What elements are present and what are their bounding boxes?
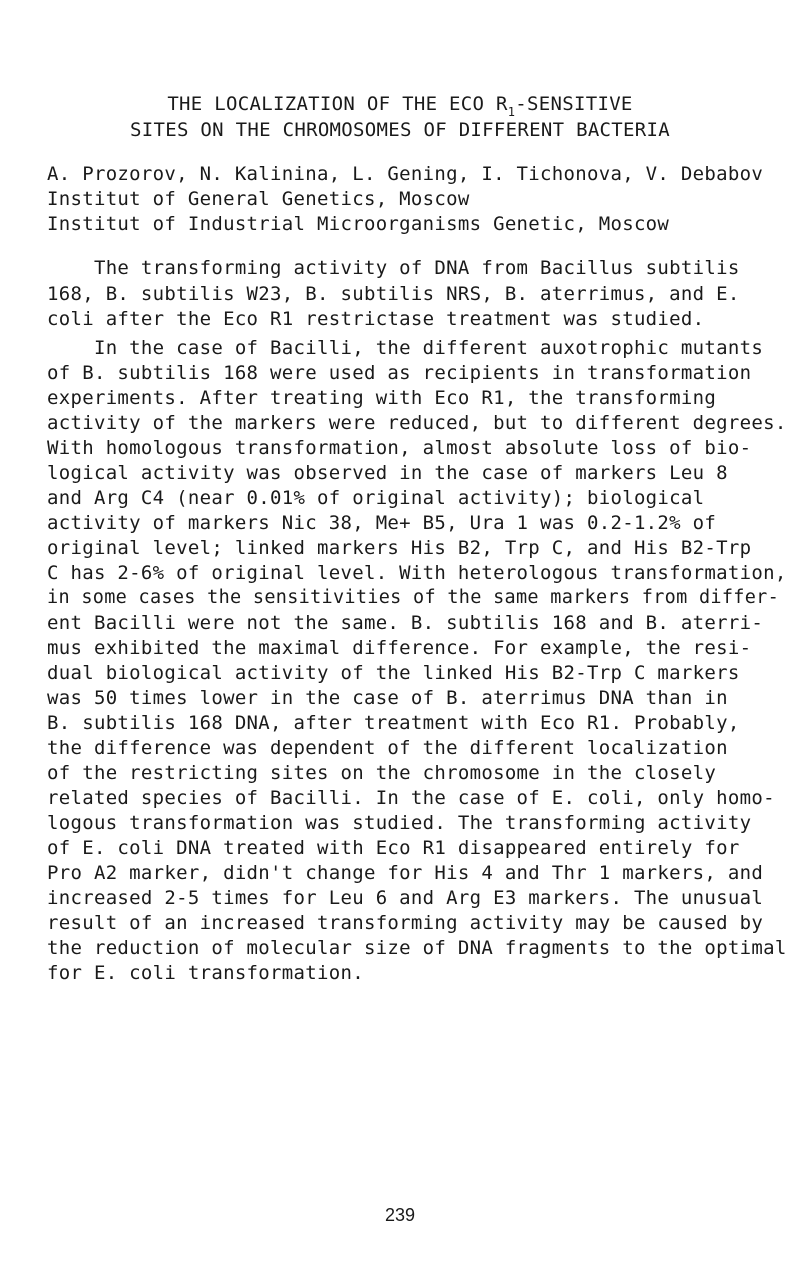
text-line: In the case of Bacilli, the different auxotrophic mutants	[47, 337, 764, 359]
title-line-1-prefix: THE LOCALIZATION OF THE ECO R	[167, 93, 508, 115]
text-line: of E. coli DNA treated with Eco R1 disappeared entirely for	[47, 837, 740, 859]
title-line-1	[0, 92, 800, 119]
text-line: and Arg C4 (near 0.01% of original activity); biological	[47, 487, 705, 509]
authors: A. Prozorov, N. Kalinina, L. Gening, I. Tichonova, V. Debabov	[47, 163, 764, 185]
text-line: activity of the markers were reduced, but to different degrees.	[47, 412, 787, 434]
text-line: result of an increased transforming activity may be caused by	[47, 912, 764, 934]
text-line: ent Bacilli were not the same. B. subtilis 168 and B. aterri-	[47, 612, 764, 634]
text-line: logous transformation was studied. The transforming activity	[47, 812, 752, 834]
text-line: activity of markers Nic 38, Me+ B5, Ura 1 was 0.2-1.2% of	[47, 512, 717, 534]
text-line: for E. coli transformation.	[47, 962, 364, 984]
title-subscript: 1	[507, 105, 516, 119]
text-line: the difference was dependent of the different localization	[47, 737, 728, 759]
title-line-2: SITES ON THE CHROMOSOMES OF DIFFERENT BACTERIA	[130, 119, 670, 141]
text-line: in some cases the sensitivities of the same markers from differ-	[47, 587, 780, 608]
text-line: C has 2-6% of original level. With heterologous transformation,	[47, 562, 787, 584]
text-line: related species of Bacilli. In the case of E. coli, only homo-	[47, 787, 775, 809]
text-line: mus exhibited the maximal difference. For example, the resi-	[47, 637, 752, 659]
affiliation-2: Institut of Industrial Microorganisms Genetic, Moscow	[47, 213, 670, 235]
text-line: coli after the Eco R1 restrictase treatment was studied.	[47, 308, 705, 330]
affiliation-1: Institut of General Genetics, Moscow	[47, 188, 470, 210]
text-line: of B. subtilis 168 were used as recipients in transformation	[47, 362, 752, 384]
text-line: 168, B. subtilis W23, B. subtilis NRS, B. aterrimus, and E.	[47, 283, 740, 305]
text-line: Pro A2 marker, didn't change for His 4 and Thr 1 markers, and	[47, 862, 764, 884]
text-line: The transforming activity of DNA from Bacillus subtilis	[47, 257, 740, 279]
text-line: B. subtilis 168 DNA, after treatment with Eco R1. Probably,	[47, 712, 740, 734]
text-line: the reduction of molecular size of DNA fragments to the optimal	[47, 937, 787, 959]
text-line: increased 2-5 times for Leu 6 and Arg E3 markers. The unusual	[47, 887, 764, 909]
text-line: was 50 times lower in the case of B. aterrimus DNA than in	[47, 687, 728, 709]
title-line-1-suffix: -SENSITIVE	[515, 93, 633, 115]
text-line: of the restricting sites on the chromosome in the closely	[47, 762, 717, 784]
text-line: With homologous transformation, almost absolute loss of bio-	[47, 437, 752, 459]
text-line: original level; linked markers His B2, Trp C, and His B2-Trp	[47, 537, 752, 559]
text-line: dual biological activity of the linked His B2-Trp C markers	[47, 662, 740, 684]
text-line: logical activity was observed in the case of markers Leu 8	[47, 462, 728, 484]
text-line: experiments. After treating with Eco R1, the transforming	[47, 387, 717, 409]
page-number: 239	[384, 1205, 416, 1225]
